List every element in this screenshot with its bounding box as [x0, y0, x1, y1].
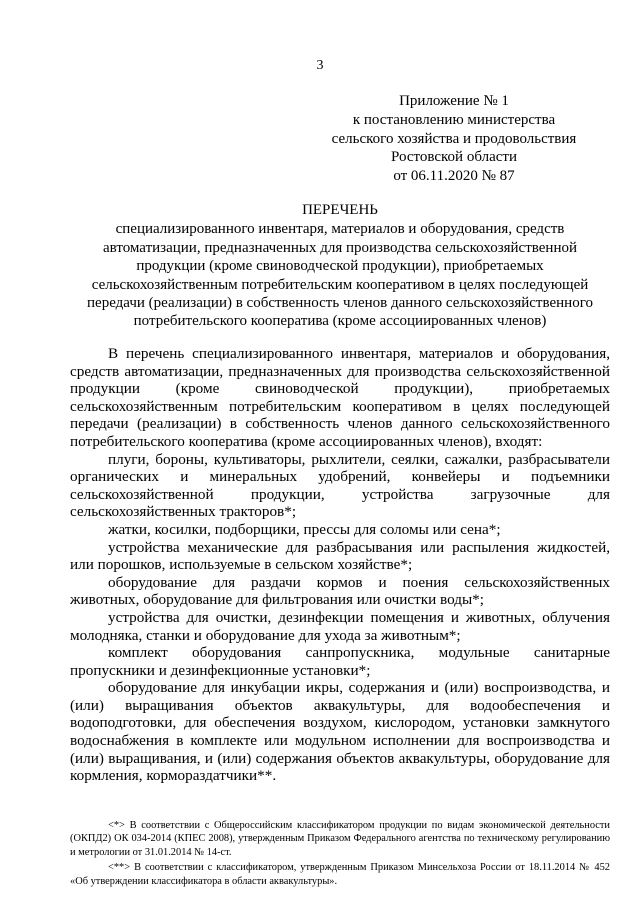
list-item: комплект оборудования санпропускника, модульные санитарные пропускники и дезинфекционные установки*; — [70, 644, 610, 679]
title-subtitle: специализированного инвентаря, материалов и оборудования, средств автоматизации, предназначенных для производства сельскохозяйственной продукции (кроме свиноводческой продукции), приобретаемых сельскохозяйственным потребительским кооперативом в целях последующей передачи (реализации) в собственность членов данного сельскохозяйственного потребительского кооператива (кроме ассоциированных членов) — [87, 221, 593, 330]
title-heading: ПЕРЕЧЕНЬ — [302, 202, 378, 218]
footnote: <*> В соответствии с Общероссийским классификатором продукции по видам экономической деятельности (ОКПД2) ОК 034-2014 (КПЕС 2008), утвержденным Приказом Федерального агентства по техническому регулированию и метрологии от 31.01.2014 № 14-ст. — [70, 820, 610, 858]
appendix-line: Ростовской области — [391, 149, 517, 166]
list-item: устройства для очистки, дезинфекции помещения и животных, облучения молодняка, станки и оборудование для ухода за животным*; — [70, 608, 610, 644]
page-number: 3 — [316, 58, 324, 73]
intro-paragraph: В перечень специализированного инвентаря, материалов и оборудования, средств автоматизации, предназначенных для производства сельскохозяйственной продукции (кроме свиноводческой продукции), приобретаемых сельскохозяйственным потребительским кооперативом в целях последующей передачи (реализации) в собственность членов данного сельскохозяйственного потребительского кооператива (кроме ассоциированных членов), входят: — [70, 345, 610, 450]
appendix-line: от 06.11.2020 № 87 — [393, 168, 515, 185]
document-title — [70, 201, 610, 331]
list-item: жатки, косилки, подборщики, прессы для соломы или сена*; — [108, 520, 501, 538]
footnotes — [70, 819, 610, 890]
list-item: плуги, бороны, культиваторы, рыхлители, сеялки, сажалки, разбрасыватели органических и минеральных удобрений, конвейеры и подъемники сельскохозяйственной продукции, устройства загрузочные для сельскохозяйственных тракторов*; — [70, 450, 610, 521]
appendix-line: сельского хозяйства и продовольствия — [331, 130, 577, 147]
appendix-line: к постановлению министерства — [352, 111, 556, 128]
appendix-line: Приложение № 1 — [399, 93, 509, 109]
footnote: <**> В соответствии с классификатором, утвержденным Приказом Минсельхоза России от 18.11.2014 № 452 «Об утверждении классификатора в области аквакультуры». — [70, 862, 610, 887]
list-item: оборудование для раздачи кормов и поения сельскохозяйственных животных, оборудование для фильтрования или очистки воды*; — [70, 573, 610, 609]
document-body — [70, 345, 610, 785]
appendix-header — [304, 92, 604, 186]
list-item: устройства механические для разбрасывания или распыления жидкостей, или порошков, используемые в сельском хозяйстве*; — [70, 538, 610, 574]
list-item: оборудование для инкубации икры, содержания и (или) воспроизводства, и (или) выращивания объектов аквакультуры, для водообеспечения и водоподготовки, для обеспечения воздухом, кислородом, установки замкнутого водоснабжения в комплекте или модульном исполнении для воспроизводства и (или) выращивания, и (или) содержания объектов аквакультуры, оборудование для кормления, кормораздатчики**. — [70, 679, 610, 785]
